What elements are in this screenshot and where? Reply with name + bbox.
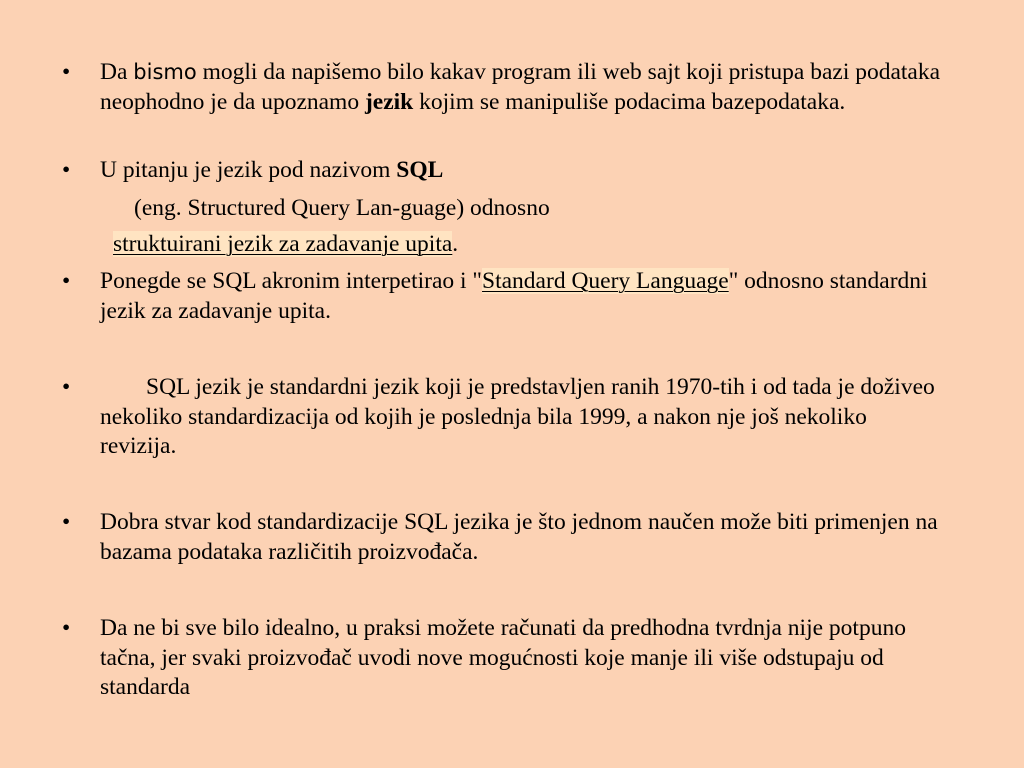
bullet-icon: •: [62, 157, 71, 183]
bullet-1-text-part: kojim se manipuliše podacima bazepodataka.: [413, 88, 846, 115]
bullet-4-text: SQL jezik je standardni jezik koji je predstavljen ranih 1970-tih i od tada je doživeo nekoliko standardizacija od kojih je poslednja bila 1999, a nakon nje još nekoliko revizija.: [100, 374, 935, 459]
bullet-text-3: [100, 267, 942, 326]
bullet-text-1: [100, 58, 942, 117]
line-end-punctuation: .: [452, 231, 459, 257]
bullet-icon: •: [62, 268, 71, 294]
bullet-text-4: [100, 373, 942, 462]
bullet-1-bold-term: jezik: [364, 88, 414, 115]
bullet-text-2: [100, 156, 942, 186]
bullet-2-continuation-line: (eng. Structured Query Lan-guage) odnosno: [134, 195, 550, 221]
bullet-icon: •: [62, 615, 71, 641]
bullet-1-text-part: Da: [100, 59, 134, 85]
bullet-1-text-part: bismo: [133, 60, 197, 84]
bullet-3-text-part: " odnosno standardni jezik za zadavanje upita.: [100, 268, 928, 324]
bullet-1-text-part: mogli da napišemo bilo kakav program ili web sajt koji pristupa bazi podataka neophodno je da upoznamo: [100, 59, 941, 115]
standard-query-language-link[interactable]: Standard Query Language: [482, 268, 729, 294]
bullet-2-bold-term: SQL: [396, 157, 444, 183]
bullet-icon: •: [62, 509, 71, 535]
bullet-text-5: Dobra stvar kod standardizacije SQL jezika je što jednom naučen može biti primenjen na bazama podataka različitih proizvođača.: [100, 509, 938, 565]
bullet-2-text-part: U pitanju je jezik pod nazivom: [100, 157, 397, 183]
bullet-3-text-part: Ponegde se SQL akronim interpetirao i ": [100, 268, 483, 294]
bullet-icon: •: [62, 59, 71, 85]
bullet-2-continuation-line-2: [113, 230, 458, 260]
bullet-icon: •: [62, 374, 71, 400]
bullet-text-6: Da ne bi sve bilo idealno, u praksi možete računati da predhodna tvrdnja nije potpuno tačna, jer svaki proizvođač uvodi nove mogućnosti koje manje ili više odstupaju od standarda: [100, 615, 906, 700]
sql-definition-link[interactable]: struktuirani jezik za zadavanje upita: [113, 231, 453, 257]
